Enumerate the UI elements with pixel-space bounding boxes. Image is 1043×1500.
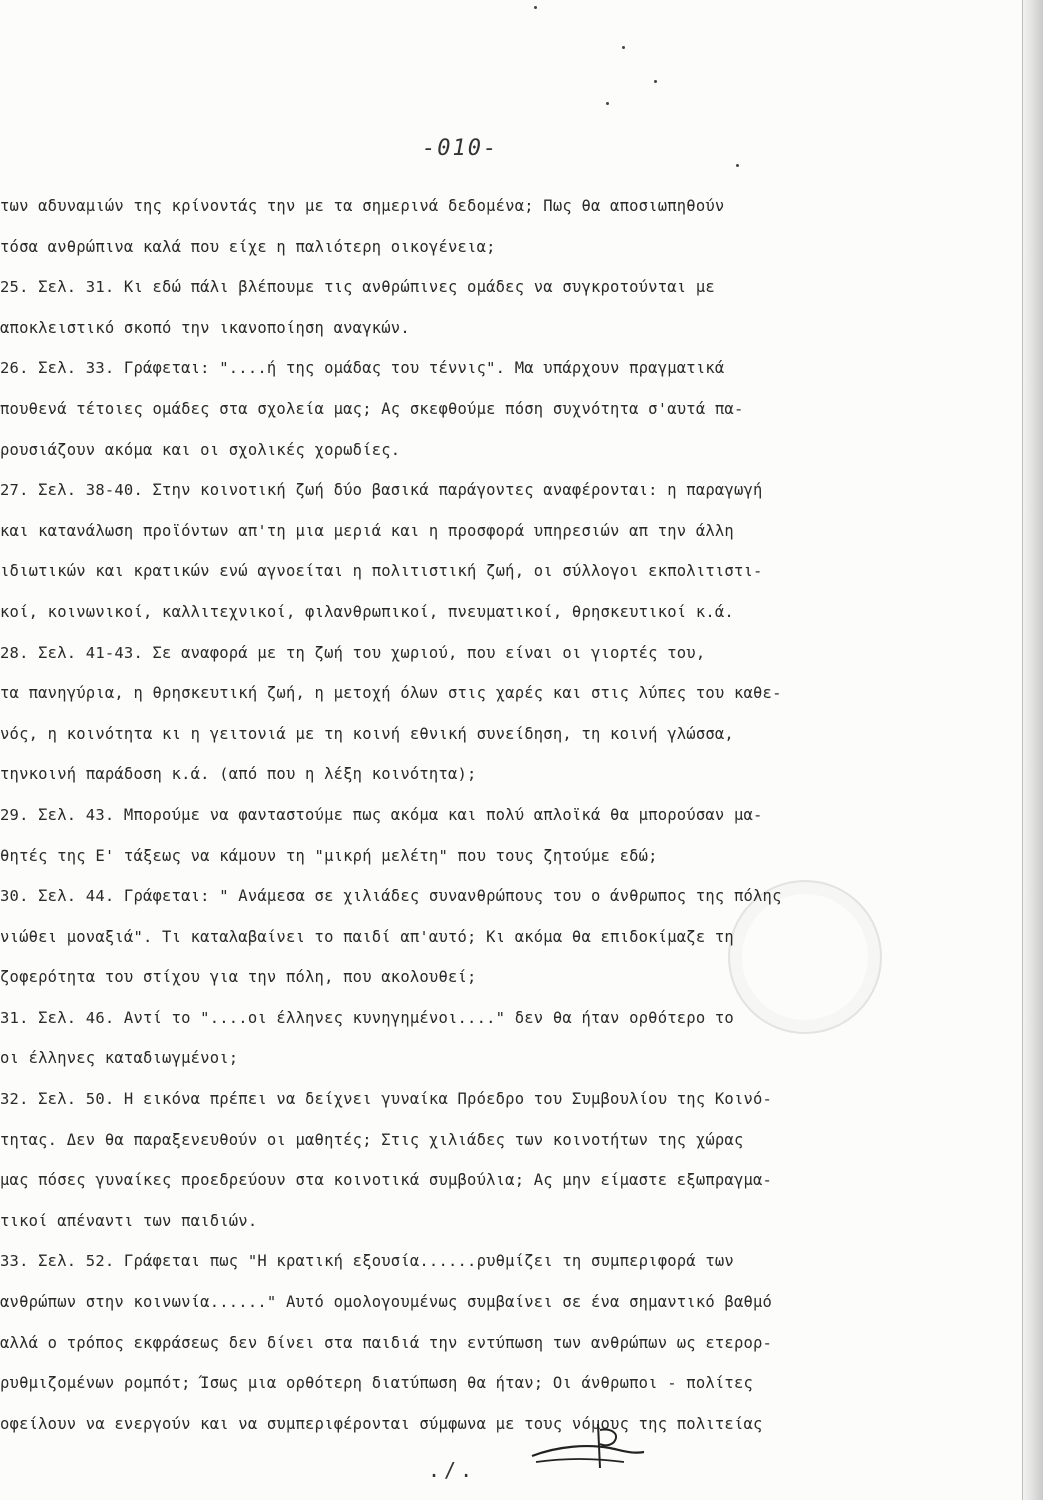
ink-speck xyxy=(654,80,657,83)
continuation-mark: ./. xyxy=(428,1458,477,1482)
text-line: των αδυναμιών της κρίνοντάς την με τα σημερινά δεδομένα; Πως θα αποσιωπηθούν xyxy=(0,197,725,215)
text-line: κοί, κοινωνικοί, καλλιτεχνικοί, φιλανθρωπικοί, πνευματικοί, θρησκευτικοί κ.ά. xyxy=(0,602,734,621)
text-line: τητας. Δεν θα παραξενευθούν οι μαθητές; Στις χιλιάδες των κοινοτήτων της χώρας xyxy=(0,1130,744,1149)
handwritten-signature xyxy=(528,1418,648,1478)
text-line: αποκλειστικό σκοπό την ικανοποίηση αναγκών. xyxy=(0,318,410,337)
text-line: 25. Σελ. 31. Κι εδώ πάλι βλέπουμε τις ανθρώπινες ομάδες να συγκροτούνται με xyxy=(0,278,715,297)
text-line: και κατανάλωση προϊόντων απ'τη μια μεριά και η προσφορά υπηρεσιών απ την άλλη xyxy=(0,521,734,540)
ink-speck xyxy=(606,102,609,105)
text-line: νιώθει μοναξιά". Τι καταλαβαίνει το παιδί απ'αυτό; Κι ακόμα θα επιδοκίμαζε τη xyxy=(0,927,734,946)
text-line: θητές της Ε' τάξεως να κάμουν τη "μικρή μελέτη" που τους ζητούμε εδώ; xyxy=(0,846,658,865)
text-line: ρουσιάζουν ακόμα και οι σχολικές χορωδίες. xyxy=(0,440,401,459)
ink-speck xyxy=(534,6,537,9)
text-line: ανθρώπων στην κοινωνία......" Αυτό ομολογουμένως συμβαίνει σε ένα σημαντικό βαθμό xyxy=(0,1293,773,1312)
binding-edge xyxy=(1022,0,1043,1500)
text-line: 33. Σελ. 52. Γράφεται πως "Η κρατική εξουσία......ρυθμίζει τη συμπεριφορά των xyxy=(0,1252,734,1271)
text-line: οφείλουν να ενεργούν και να συμπεριφέρονται σύμφωνα με τους νόμους της πολιτείας xyxy=(0,1414,763,1433)
ink-speck xyxy=(622,46,625,49)
text-line: 32. Σελ. 50. Η εικόνα πρέπει να δείχνει γυναίκα Πρόεδρο του Συμβουλίου της Κοινό- xyxy=(0,1090,773,1109)
text-line: τικοί απέναντι των παιδιών. xyxy=(0,1211,258,1230)
text-line: μας πόσες γυναίκες προεδρεύουν στα κοινοτικά συμβούλια; Ας μην είμαστε εξωπραγμα- xyxy=(0,1171,773,1190)
ink-speck xyxy=(736,164,739,167)
text-line: ιδιωτικών και κρατικών ενώ αγνοείται η πολιτιστική ζωή, οι σύλλογοι εκπολιτιστι- xyxy=(0,562,763,581)
text-line: τόσα ανθρώπινα καλά που είχε η παλιότερη οικογένεια; xyxy=(0,237,496,256)
text-line: ρυθμιζομένων ρομπότ; Ίσως μια ορθότερη διατύπωση θα ήταν; Οι άνθρωποι - πολίτες xyxy=(0,1374,754,1393)
text-line: τα πανηγύρια, η θρησκευτική ζωή, η μετοχή όλων στις χαρές και στις λύπες του καθε- xyxy=(0,684,782,703)
text-line: 28. Σελ. 41-43. Σε αναφορά με τη ζωή του χωριού, που είναι οι γιορτές του, xyxy=(0,643,706,662)
text-line: 26. Σελ. 33. Γράφεται: "....ή της ομάδας του τέννις". Μα υπάρχουν πραγματικά xyxy=(0,359,725,378)
text-line: οι έλληνες καταδιωγμένοι; xyxy=(0,1049,239,1068)
text-line: νός, η κοινότητα κι η γειτονιά με τη κοινή εθνική συνείδηση, τη κοινή γλώσσα, xyxy=(0,724,734,743)
text-line: 31. Σελ. 46. Αντί το "....οι έλληνες κυνηγημένοι...." δεν θα ήταν ορθότερο το xyxy=(0,1008,734,1027)
text-line: πουθενά τέτοιες ομάδες στα σχολεία μας; Ας σκεφθούμε πόση συχνότητα σ'αυτά πα- xyxy=(0,399,744,418)
text-line: 29. Σελ. 43. Μπορούμε να φανταστούμε πως ακόμα και πολύ απλοϊκά θα μπορούσαν μα- xyxy=(0,805,763,824)
text-line: 30. Σελ. 44. Γράφεται: " Ανάμεσα σε χιλιάδες συνανθρώπους του ο άνθρωπος της πόλης xyxy=(0,887,782,906)
text-line: ζοφερότητα του στίχου για την πόλη, που ακολουθεί; xyxy=(0,968,477,987)
page-number: -010- xyxy=(422,136,499,161)
text-line: 27. Σελ. 38-40. Στην κοινοτική ζωή δύο βασικά παράγοντες αναφέρονται: η παραγωγή xyxy=(0,481,763,500)
text-line: αλλά ο τρόπος εκφράσεως δεν δίνει στα παιδιά την εντύπωση των ανθρώπων ως ετερορ- xyxy=(0,1333,773,1352)
text-line: τηνκοινή παράδοση κ.ά. (από που η λέξη κοινότητα); xyxy=(0,765,477,784)
typed-text-body xyxy=(0,186,1000,1444)
